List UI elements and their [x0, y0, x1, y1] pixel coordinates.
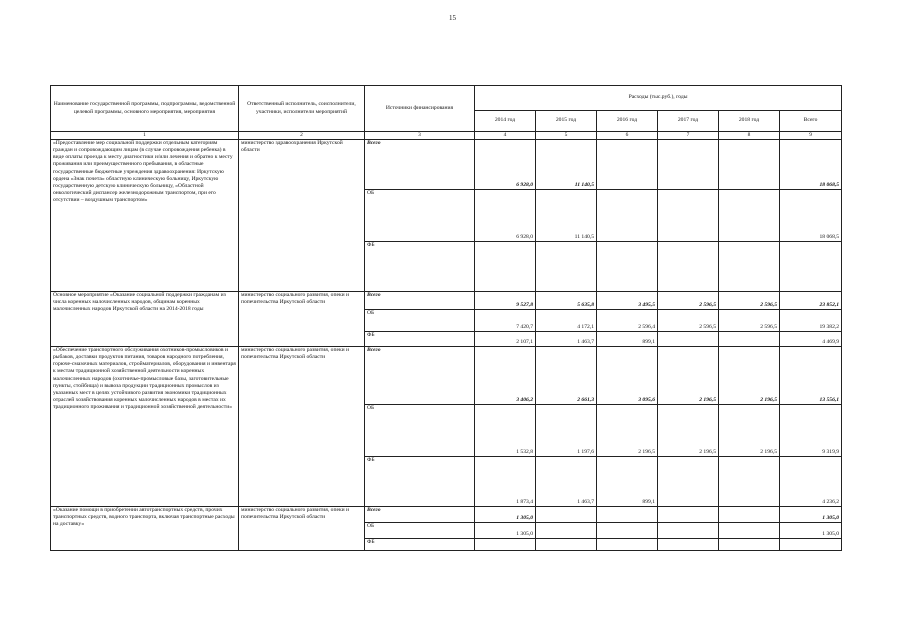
funding-source-cell — [365, 242, 475, 292]
year-value: 5 635,8 — [536, 292, 597, 310]
year-value: 4 172,1 — [536, 310, 597, 332]
funding-source: ОБ — [367, 405, 375, 411]
total-value: 1 305,0 — [780, 507, 842, 523]
funding-source: ФБ — [367, 457, 375, 463]
funding-source-cell — [365, 292, 475, 310]
total-value: 13 556,1 — [780, 347, 842, 405]
funding-source-cell — [365, 310, 475, 332]
funding-source-cell — [365, 405, 475, 457]
total-value: 23 852,1 — [780, 292, 842, 310]
year-value — [658, 457, 719, 507]
year-value — [719, 523, 780, 539]
table-row — [51, 507, 842, 523]
total-value: 9 319,9 — [780, 405, 842, 457]
column-number: 4 — [475, 132, 536, 140]
year-value: 1 463,7 — [536, 457, 597, 507]
year-value: 899,1 — [597, 332, 658, 347]
year-value: 6 928,0 — [475, 190, 536, 242]
year-value — [597, 140, 658, 190]
year-value: 11 140,5 — [536, 140, 597, 190]
year-value: 1 305,0 — [475, 507, 536, 523]
year-value — [658, 539, 719, 551]
year-value: 6 928,0 — [475, 140, 536, 190]
year-value: 11 140,5 — [536, 190, 597, 242]
year-value: 2 596,5 — [719, 310, 780, 332]
header-executor: Ответственный исполнитель, соисполнители, участники, исполнители мероприятий — [239, 86, 365, 132]
header-year: 2018 год — [719, 111, 780, 132]
table-row — [51, 140, 842, 190]
funding-source: ОБ — [367, 190, 375, 196]
year-value: 2 596,4 — [597, 310, 658, 332]
year-value: 2 596,5 — [658, 310, 719, 332]
funding-source-cell — [365, 507, 475, 523]
year-value: 899,1 — [597, 457, 658, 507]
total-value: 1 305,0 — [780, 523, 842, 539]
year-value — [719, 507, 780, 523]
year-value — [658, 332, 719, 347]
year-value — [597, 242, 658, 292]
year-value — [536, 523, 597, 539]
column-number: 1 — [51, 132, 239, 140]
year-value — [536, 242, 597, 292]
funding-source-cell — [365, 332, 475, 347]
funding-source: ФБ — [367, 242, 375, 248]
year-value: 1 532,8 — [475, 405, 536, 457]
year-value — [597, 190, 658, 242]
year-value — [719, 457, 780, 507]
item-executor: министерство социального развития, опеки и попечительства Иркутской области — [239, 507, 365, 551]
funding-source-cell — [365, 457, 475, 507]
funding-source-cell — [365, 523, 475, 539]
budget-table — [50, 85, 842, 551]
table-row — [51, 292, 842, 310]
total-value — [780, 242, 842, 292]
year-value — [658, 507, 719, 523]
year-value — [719, 332, 780, 347]
header-year: 2015 год — [536, 111, 597, 132]
funding-source: ФБ — [367, 539, 375, 545]
item-name: Основное мероприятие «Оказание социальной поддержки гражданам из числа коренных малочисленных народов, общинам коренных малочисленных народов Иркутской области на 2014-2018 годы — [51, 292, 239, 347]
item-executor: министерство социального развития, опеки и попечительства Иркутской области — [239, 347, 365, 507]
funding-source: Всего — [367, 140, 381, 146]
year-value: 2 107,1 — [475, 332, 536, 347]
header-total: Всего — [780, 111, 842, 132]
year-value — [475, 242, 536, 292]
column-numbers-row — [51, 132, 842, 140]
year-value — [597, 507, 658, 523]
year-value: 2 196,5 — [658, 347, 719, 405]
header-year: 2016 год — [597, 111, 658, 132]
funding-source: ОБ — [367, 523, 375, 529]
funding-source: Всего — [367, 347, 381, 353]
total-value — [780, 539, 842, 551]
item-name: «Оказание помощи в приобретении автотранспортных средств, прочих транспортных средств, водного транспорта, включая транспортные расходы на доставку» — [51, 507, 239, 551]
column-number: 2 — [239, 132, 365, 140]
total-value: 18 068,5 — [780, 190, 842, 242]
funding-source-cell — [365, 190, 475, 242]
year-value: 2 196,5 — [658, 405, 719, 457]
funding-source: ФБ — [367, 332, 375, 338]
year-value: 1 305,0 — [475, 523, 536, 539]
year-value — [597, 539, 658, 551]
funding-source-cell — [365, 347, 475, 405]
column-number: 3 — [365, 132, 475, 140]
total-value: 18 068,5 — [780, 140, 842, 190]
year-value: 3 095,6 — [597, 347, 658, 405]
year-value — [597, 523, 658, 539]
funding-source-cell — [365, 140, 475, 190]
funding-source: ОБ — [367, 310, 375, 316]
year-value: 3 495,5 — [597, 292, 658, 310]
table-row — [51, 347, 842, 405]
year-value — [536, 539, 597, 551]
total-value: 4 236,2 — [780, 457, 842, 507]
item-name: «Предоставление мер социальной поддержки отдельным категориям граждан и сопровождающим лицам (в случае сопровождения ребенка) в виде оплаты проезда к месту диагностики и/или лечения и обратно к месту проживания или преимущественного пребывания, в областные государственные бюджетные учреждения здравоохранения: Иркутскую ордена «Знак почета» областную клиническую больницу, Иркутскую государственную детскую клиническую больницу, «Областной онкологический диспансер железнодорожным транспортом, при его отсутствии – воздушным транспортом» — [51, 140, 239, 292]
column-number: 9 — [780, 132, 842, 140]
column-number: 8 — [719, 132, 780, 140]
year-value: 2 596,5 — [719, 292, 780, 310]
header-year: 2014 год — [475, 111, 536, 132]
column-number: 5 — [536, 132, 597, 140]
year-value: 2 196,5 — [719, 405, 780, 457]
year-value — [658, 190, 719, 242]
year-value: 3 406,2 — [475, 347, 536, 405]
year-value — [719, 539, 780, 551]
year-value — [719, 190, 780, 242]
year-value — [475, 539, 536, 551]
year-value: 7 420,7 — [475, 310, 536, 332]
funding-source: Всего — [367, 292, 381, 298]
year-value: 2 661,3 — [536, 347, 597, 405]
item-name: «Обеспечение транспортного обслуживания охотников-промысловиков и рыбаков, доставки продуктов питания, товаров народного потребления, горюче-смазочных материалов, стройматериалов, оборудования и инвентаря к местам традиционной хозяйственной деятельности коренных малочисленных народов (охотничье-промысловые базы, заготовительные пункты, стойбища) и вывоза продукции традиционных промыслов из указанных мест в целях устойчивого развития экономики традиционных отраслей хозяйствования коренных малочисленных народов в местах их традиционного проживания и традиционной хозяйственной деятельности» — [51, 347, 239, 507]
year-value — [719, 242, 780, 292]
total-value: 19 382,2 — [780, 310, 842, 332]
total-value: 4 469,9 — [780, 332, 842, 347]
funding-source-cell — [365, 539, 475, 551]
header-costs: Расходы (тыс.руб.), годы — [475, 86, 842, 111]
year-value: 2 196,5 — [597, 405, 658, 457]
column-number: 6 — [597, 132, 658, 140]
header-name: Наименование государственной программы, подпрограммы, ведомственной целевой программы, основного мероприятия, мероприятия — [51, 86, 239, 132]
year-value: 1 197,6 — [536, 405, 597, 457]
year-value — [658, 242, 719, 292]
year-value — [658, 523, 719, 539]
header-row — [51, 86, 842, 111]
page-number: 15 — [449, 14, 456, 22]
funding-source: Всего — [367, 507, 381, 513]
column-number: 7 — [658, 132, 719, 140]
item-executor: министерство социального развития, опеки и попечительства Иркутской области — [239, 292, 365, 347]
item-executor: министерство здравоохранения Иркутской области — [239, 140, 365, 292]
year-value: 1 463,7 — [536, 332, 597, 347]
year-value: 2 596,5 — [658, 292, 719, 310]
year-value — [658, 140, 719, 190]
year-value: 2 196,5 — [719, 347, 780, 405]
year-value: 1 873,4 — [475, 457, 536, 507]
year-value — [536, 507, 597, 523]
header-year: 2017 год — [658, 111, 719, 132]
year-value — [719, 140, 780, 190]
year-value: 9 527,8 — [475, 292, 536, 310]
header-source: Источники финансирования — [365, 86, 475, 132]
